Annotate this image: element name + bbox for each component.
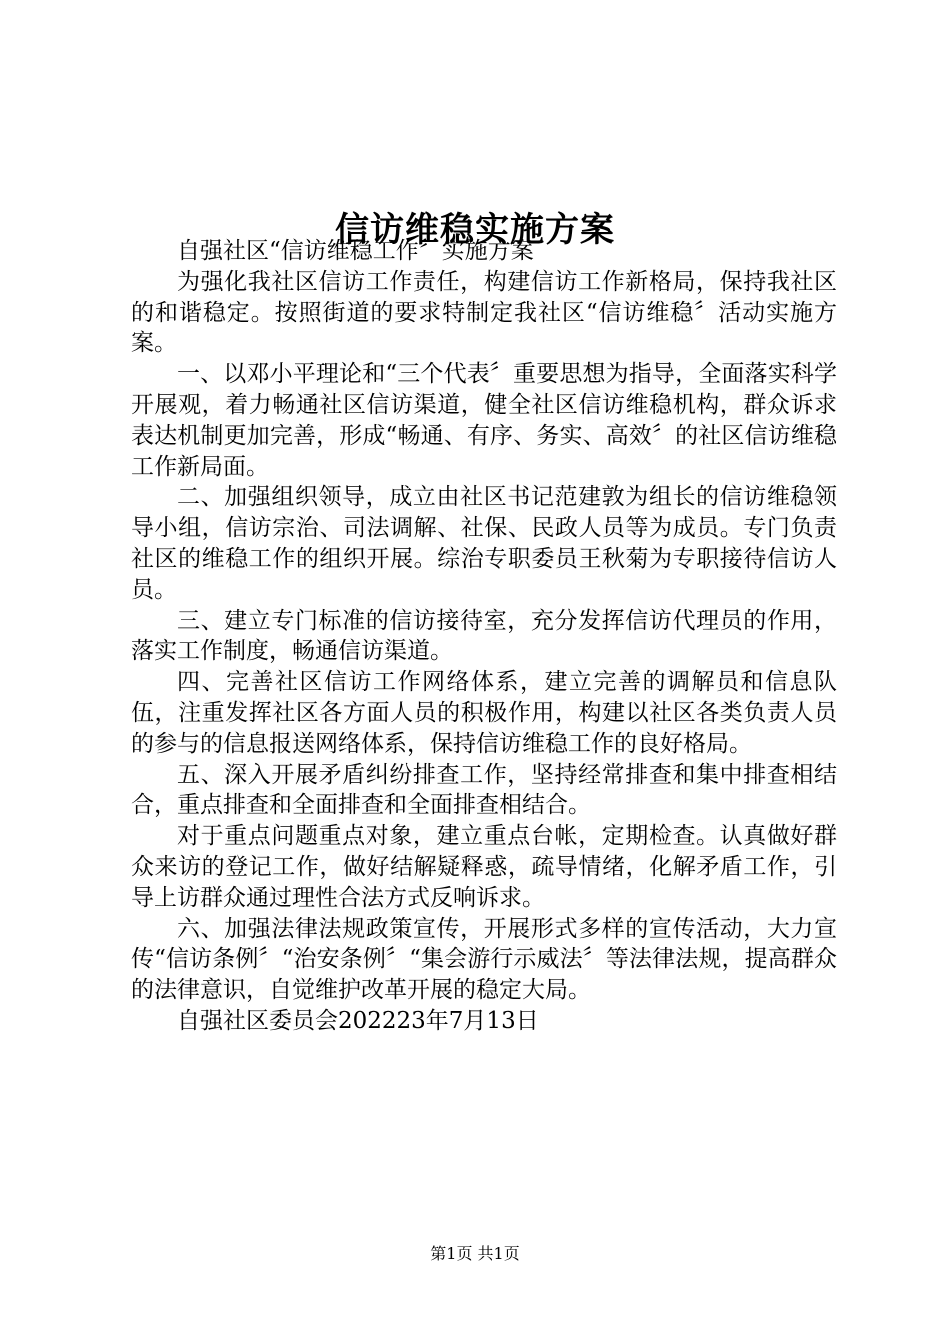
- paragraph-section-4: 四、完善社区信访工作网络体系，建立完善的调解员和信息队伍，注重发挥社区各方面人员的积极作用，构建以社区各类负责人员的参与的信息报送网络体系，保持信访维稳工作的良好格局。: [131, 669, 837, 757]
- paragraph-section-6: 六、加强法律法规政策宣传，开展形式多样的宣传活动，大力宣传“信访条例〞“治安条例〞“集会游行示威法〞等法律法规，提高群众的法律意识，自觉维护改革开展的稳定大局。: [131, 915, 837, 1004]
- paragraph-intro: 为强化我社区信访工作责任，构建信访工作新格局，保持我社区的和谐稳定。按照街道的要求特制定我社区“信访维稳〞活动实施方案。: [131, 268, 837, 357]
- paragraph-section-5: 五、深入开展矛盾纠纷排查工作，坚持经常排查和集中排查相结合，重点排查和全面排查和全面排查相结合。: [131, 761, 837, 819]
- paragraph-section-2: 二、加强组织领导，成立由社区书记范建敦为组长的信访维稳领导小组，信访宗治、司法调解、社保、民政人员等为成员。专门负责社区的维稳工作的组织开展。综治专职委员王秋菊为专职接待信访人员。: [131, 484, 837, 603]
- paragraph-section-3: 三、建立专门标准的信访接待室，充分发挥信访代理员的作用，落实工作制度，畅通信访渠道。: [131, 607, 837, 665]
- paragraph-section-5-detail: 对于重点问题重点对象，建立重点台帐，定期检查。认真做好群众来访的登记工作，做好结解疑释惑，疏导情绪，化解矛盾工作，引导上访群众通过理性合法方式反响诉求。: [131, 823, 837, 911]
- document-title: 信访维稳实施方案: [335, 209, 615, 250]
- paragraph-subtitle: 自强社区“信访维稳工作〞实施方案: [177, 238, 534, 264]
- paragraph-signature: 自强社区委员会202223年7月13日: [177, 1007, 539, 1034]
- document-body: [131, 236, 837, 1037]
- page-number-footer: 第1页 共1页: [430, 1244, 520, 1263]
- paragraph-section-1: 一、以邓小平理论和“三个代表〞重要思想为指导，全面落实科学开展观，着力畅通社区信访渠道，健全社区信访维稳机构，群众诉求表达机制更加完善，形成“畅通、有序、务实、高效〞的社区信访维稳工作新局面。: [131, 361, 837, 480]
